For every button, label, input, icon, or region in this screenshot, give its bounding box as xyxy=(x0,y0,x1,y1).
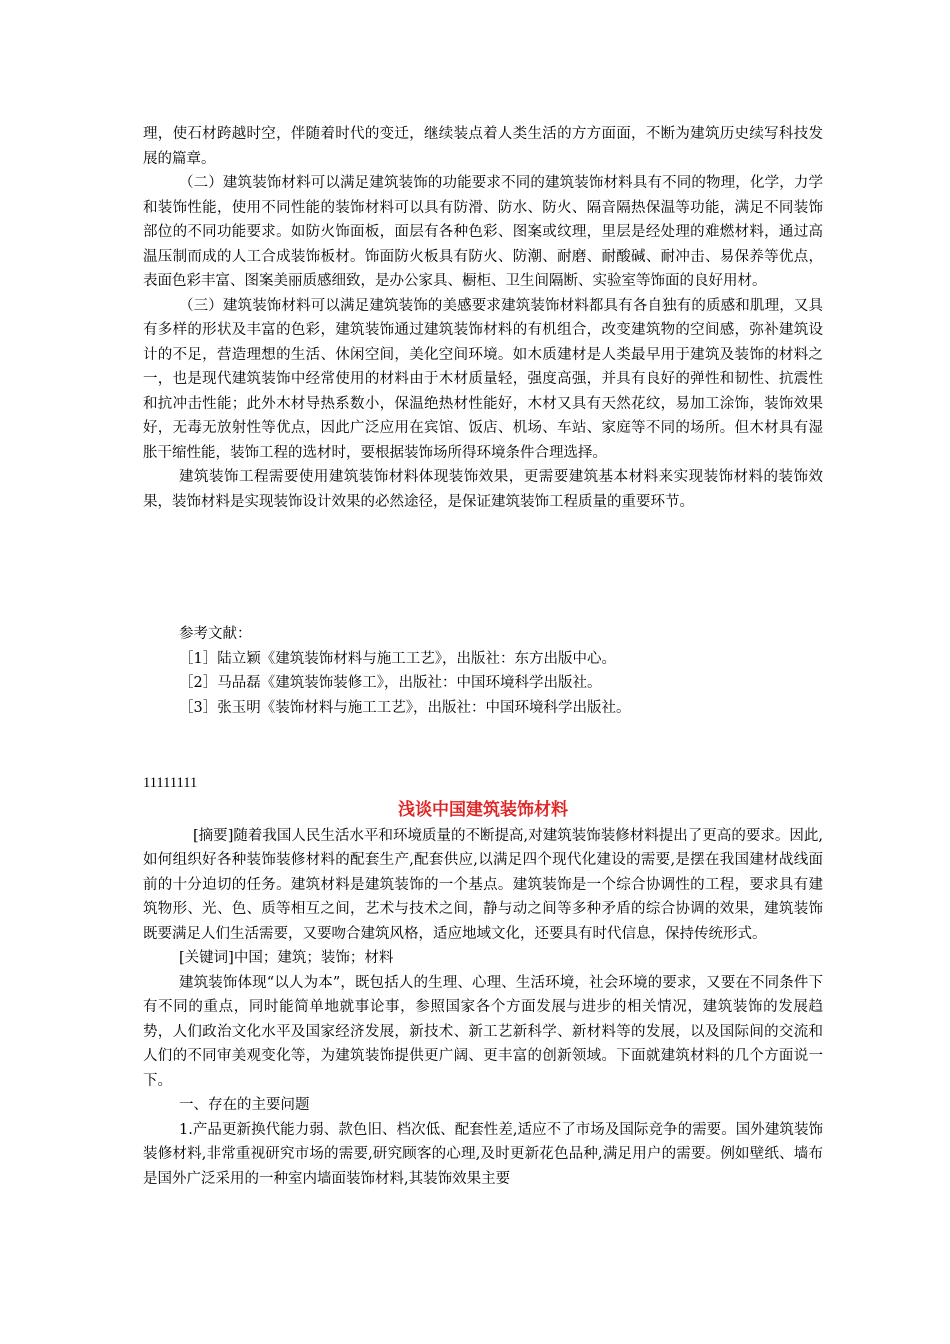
references-section xyxy=(143,622,823,720)
paragraph-continuation: 理，使石材跨越时空，伴随着时代的变迁，继续装点着人类生活的方方面面，不断为建筑历史续写科技发展的篇章。 xyxy=(143,126,823,167)
intro-paragraph: 建筑装饰体现“以人为本”，既包括人的生理、心理、生活环境，社会环境的要求，又要在不同条件下有不同的重点，同时能简单地就事论事，参照国家各个方面发展与进步的相关情况，建筑装饰的发展趋势，人们政治文化水平及国家经济发展，新技术、新工艺新科学、新材料等的发展，以及国际间的交流和人们的不同审美观变化等，为建筑装饰提供更广阔、更丰富的创新领域。下面就建筑材料的几个方面说一下。 xyxy=(143,974,823,1089)
abstract-paragraph: [摘要]随着我国人民生活水平和环境质量的不断提高,对建筑装饰装修材料提出了更高的要求。因此,如何组织好各种装饰装修材料的配套生产,配套供应,以满足四个现代化建设的需要,是摆在我国建材战线面前的十分迫切的任务。建筑材料是建筑装饰的一个基点。建筑装饰是一个综合协调性的工程，要求具有建筑物形、光、色、质等相互之间，艺术与技术之间，静与动之间等多种矛盾的综合协调的效果，建筑装饰既要满足人们生活需要，又要吻合建筑风格，适应地域文化，还要具有时代信息，保持传统形式。 xyxy=(143,827,823,942)
point-paragraph: 1.产品更新换代能力弱、款色旧、档次低、配套性差,适应不了市场及国际竞争的需要。国外建筑装饰装修材料,非常重视研究市场的需要,研究顾客的心理,及时更新花色品种,满足用户的需要。例如壁纸、墙布是国外广泛采用的一种室内墙面装饰材料,其装饰效果主要 xyxy=(143,1121,823,1187)
document-id: 11111111 xyxy=(143,775,198,791)
reference-item: ［3］张玉明《装饰材料与施工工艺》，出版社：中国环境科学出版社。 xyxy=(179,699,631,716)
keywords-line: [关键词]中国；建筑；装饰；材料 xyxy=(179,950,394,966)
reference-item: ［2］马品磊《建筑装饰装修工》，出版社：中国环境科学出版社。 xyxy=(179,675,602,691)
paragraph-conclusion: 建筑装饰工程需要使用建筑装饰材料体现装饰效果，更需要建筑基本材料来实现装饰材料的装饰效果，装饰材料是实现装饰设计效果的必然途径，是保证建筑装饰工程质量的重要环节。 xyxy=(143,469,823,510)
section-heading: 一、存在的主要问题 xyxy=(179,1097,310,1113)
paragraph-functional-requirements: （二）建筑装饰材料可以满足建筑装饰的功能要求不同的建筑装饰材料具有不同的物理，化学，力学和装饰性能，使用不同性能的装饰材料可以具有防滑、防水、防火、隔音隔热保温等功能，满足不同装饰部位的不同功能要求。如防火饰面板，面层有各种色彩、图案或纹理，里层是经处理的难燃材料，通过高温压制而成的人工合成装饰板材。饰面防火板具有防火、防潮、耐磨、耐酸碱、耐冲击、易保养等优点，表面色彩丰富、图案美丽质感细致，是办公家具、橱柜、卫生间隔断、实验室等饰面的良好用材。 xyxy=(143,175,823,289)
references-heading: 参考文献： xyxy=(179,626,252,642)
continued-section xyxy=(143,122,823,514)
article-title: 浅谈中国建筑装饰材料 xyxy=(398,799,568,820)
reference-item: ［1］陆立颖《建筑装饰材料与施工工艺》，出版社：东方出版中心。 xyxy=(179,650,616,667)
article-section xyxy=(143,771,823,1191)
paragraph-aesthetic-requirements: （三）建筑装饰材料可以满足建筑装饰的美感要求建筑装饰材料都具有各自独有的质感和肌理，又具有多样的形状及丰富的色彩，建筑装饰通过建筑装饰材料的有机组合，改变建筑物的空间感，弥补建筑设计的不足，营造理想的生活、休闲空间，美化空间环境。如木质建材是人类最早用于建筑及装饰的材料之一，也是现代建筑装饰中经常使用的材料由于木材质量轻，强度高强，并具有良好的弹性和韧性、抗震性和抗冲击性能；此外木材导热系数小，保温绝热材性能好，木材又具有天然花纹，易加工涂饰，装饰效果好，无毒无放射性等优点，因此广泛应用在宾馆、饭店、机场、车站、家庭等不同的场所。但木材具有湿胀干缩性能，装饰工程的选材时，要根据装饰场所得环境条件合理选择。 xyxy=(143,297,823,461)
